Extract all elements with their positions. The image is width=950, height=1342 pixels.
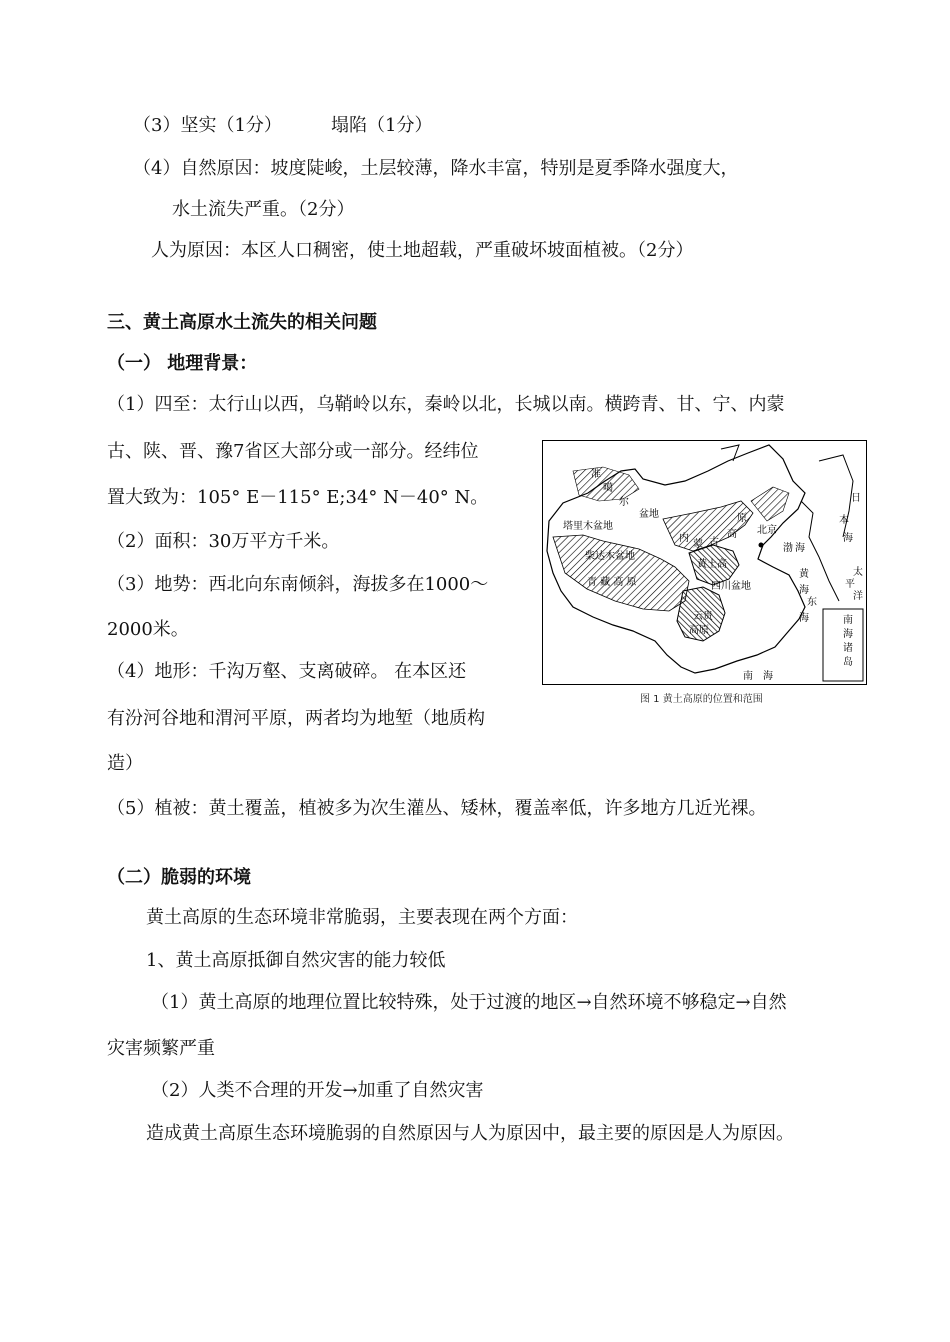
paragraph-q2: 1、黄土高原抵御自然灾害的能力较低 [146, 950, 446, 971]
paragraph-1a: （1）四至：太行山以西，乌鞘岭以东，秦岭以北，长城以南。横跨青、甘、宁、内蒙 [107, 394, 785, 415]
northeast-hatch [751, 487, 789, 521]
beijing-dot-icon [759, 543, 764, 548]
map-label-chaidamu: 柴达木盆地 [585, 551, 635, 562]
map-label-hai5: 海 [843, 629, 853, 640]
map-label-ga: 噶 [603, 483, 613, 494]
loess-plateau-map [542, 440, 867, 685]
map-label-nan2: 南 [843, 615, 853, 626]
map-label-zhun: 准 [591, 469, 601, 480]
map-label-yang: 洋 [853, 591, 863, 602]
paragraph-q4: （2）人类不合理的开发→加重了自然灾害 [151, 1080, 484, 1101]
map-label-ben: 本 [839, 515, 849, 526]
map-label-qingzang: 青 藏 高 原 [587, 577, 637, 588]
paragraph-5: （5）植被：黄土覆盖，植被多为次生灌丛、矮林，覆盖率低，许多地方几近光裸。 [107, 798, 767, 819]
map-label-bo: 渤 [783, 543, 793, 554]
map-label-nei: 内 [679, 533, 689, 544]
map-label-meng: 蒙 [693, 539, 703, 550]
map-label-huanghai: 黄 [799, 569, 809, 580]
map-label-pendi1: 盆地 [639, 509, 659, 520]
answer-4-natural-cont: 水土流失严重。（2分） [172, 199, 355, 220]
map-label-hai1: 海 [795, 543, 805, 554]
map-label-nanhai: 南 海 [743, 671, 773, 682]
paragraph-3b: 2000米。 [107, 619, 189, 640]
paragraph-4b: 有汾河谷地和渭河平原，两者均为地堑（地质构 [107, 708, 485, 729]
north-border-line [721, 445, 739, 461]
subsection-1-heading: （一） 地理背景： [107, 353, 258, 374]
map-label-yungui: 云贵 [693, 611, 713, 622]
map-label-yuan: 原 [737, 513, 747, 524]
map-label-hai3: 海 [799, 613, 809, 624]
map-label-huangtu: 黄土高 [697, 559, 727, 570]
paragraph-4c: 造） [107, 753, 143, 774]
section-3-heading: 三、黄土高原水土流失的相关问题 [107, 312, 377, 333]
map-label-talimu: 塔里木盆地 [563, 521, 613, 532]
paragraph-q3a: （1）黄土高原的地理位置比较特殊，处于过渡的地区→自然环境不够稳定→自然 [151, 992, 787, 1013]
answer-4-natural: （4）自然原因：坡度陡峻，土层较薄，降水丰富，特别是夏季降水强度大， [133, 158, 739, 179]
paragraph-2: （2）面积：30万平方千米。 [107, 531, 340, 552]
map-label-hai4: 海 [843, 533, 853, 544]
map-label-gu: 古 [709, 537, 719, 548]
answer-4-human: 人为原因：本区人口稠密，使土地超载，严重破坏坡面植被。（2分） [151, 240, 694, 261]
paragraph-1c: 置大致为：105° E－115° E;34° N－40° N。 [107, 487, 489, 508]
map-label-zhu: 诸 [843, 643, 853, 654]
map-label-gaoyuan2: 高原 [689, 625, 709, 636]
map-svg [543, 441, 866, 684]
subsection-2-heading: （二）脆弱的环境 [107, 867, 251, 888]
paragraph-4a: （4）地形：千沟万壑、支离破碎。 在本区还 [107, 661, 467, 682]
answer-3-left: （3）坚实（1分） [133, 115, 282, 136]
map-label-beijing: 北京 [757, 525, 777, 536]
map-label-ri: 日 [851, 493, 861, 504]
qinghai-tibet-hatch [553, 535, 689, 611]
answer-3-right: 塌陷（1分） [331, 115, 433, 136]
map-label-hai2: 海 [799, 585, 809, 596]
paragraph-1b: 古、陕、晋、豫7省区大部分或一部分。经纬位 [107, 441, 479, 462]
inner-mongolia-hatch [663, 501, 753, 551]
map-label-sichuan: 四川盆地 [711, 581, 751, 592]
map-label-tai: 太 [853, 567, 863, 578]
paragraph-q1: 黄土高原的生态环境非常脆弱，主要表现在两个方面： [146, 907, 578, 928]
paragraph-q5: 造成黄土高原生态环境脆弱的自然原因与人为原因中，最主要的原因是人为原因。 [146, 1123, 794, 1144]
paragraph-q3b: 灾害频繁严重 [107, 1038, 215, 1059]
map-label-dao: 岛 [843, 657, 853, 668]
map-label-ping: 平 [845, 579, 855, 590]
paragraph-3a: （3）地势：西北向东南倾斜，海拔多在1000～ [107, 574, 489, 595]
map-caption: 图 1 黄土高原的位置和范围 [640, 694, 763, 705]
map-label-gao: 高 [727, 529, 737, 540]
map-label-er: 尔 [619, 497, 629, 508]
map-label-dong: 东 [807, 597, 817, 608]
